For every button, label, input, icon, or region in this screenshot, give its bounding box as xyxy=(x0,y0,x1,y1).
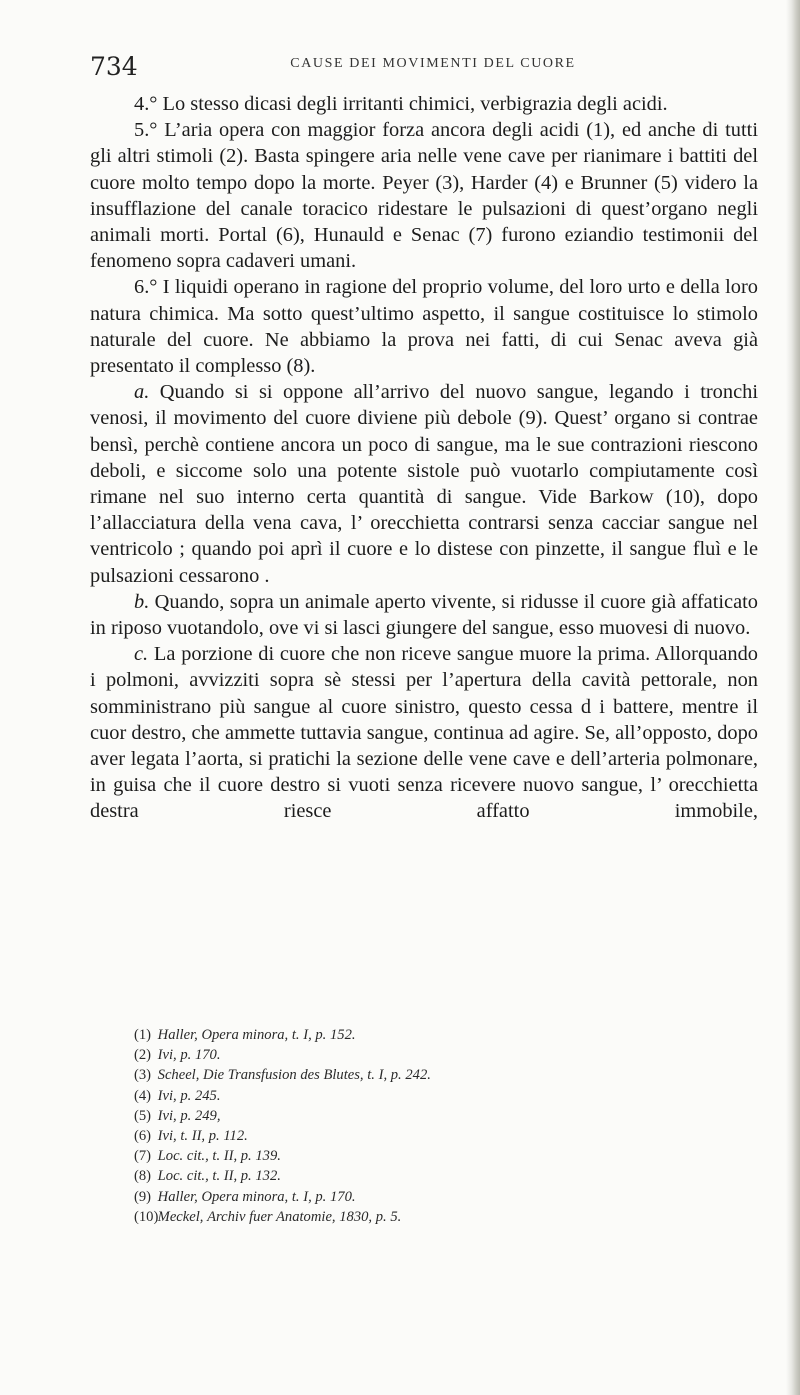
footnote-3 xyxy=(134,1065,754,1085)
footnote-location: t. I, p. 170. xyxy=(291,1188,356,1205)
paragraph-c xyxy=(90,641,758,824)
footnote-9 xyxy=(134,1187,754,1207)
page-number: 734 xyxy=(90,52,138,81)
footnote-number: (3) xyxy=(134,1067,152,1084)
footnote-work: Archiv fuer Anatomie, xyxy=(207,1208,336,1225)
footnotes xyxy=(134,1025,754,1227)
footnote-5 xyxy=(134,1106,754,1126)
paragraph-label: a. xyxy=(134,381,150,404)
paragraph-a xyxy=(90,379,758,589)
footnote-number: (9) xyxy=(134,1188,152,1205)
footnote-number: (5) xyxy=(134,1107,152,1124)
footnote-number: (4) xyxy=(134,1087,152,1104)
footnote-number: (6) xyxy=(134,1128,152,1145)
footnote-location: t. II, p. 132. xyxy=(212,1168,281,1185)
footnote-author: Ivi, xyxy=(157,1087,177,1104)
paragraph-4 xyxy=(90,91,758,117)
footnote-location: 1830, p. 5. xyxy=(339,1208,402,1225)
running-title: CAUSE DEI MOVIMENTI DEL CUORE xyxy=(290,56,576,71)
paragraph-text: 6.° I liquidi operano in ragione del proprio volume, del loro urto e della loro natura chimica. Ma sotto quest’ultimo aspetto, il sangue costituisce lo stimolo naturale del cuore. Ne abbiamo la prova nei fatti, di cui Senac aveva già presentato il complesso (8). xyxy=(90,276,758,378)
footnote-2 xyxy=(134,1045,754,1065)
paragraph-text: 5.° L’aria opera con maggior forza ancora degli acidi (1), ed anche di tutti gli altri stimoli (2). Basta spingere aria nelle vene cave per rianimare i battiti del cuore molto tempo dopo la morte. Peyer (3), Harder (4) e Brunner (5) videro la insufflazione del canale toracico ridestare le pulsazioni di quest’organo negli animali morti. Portal (6), Hunauld e Senac (7) furono eziandio testimonii del fenomeno sopra cadaveri umani. xyxy=(90,119,758,273)
footnote-number: (2) xyxy=(134,1047,152,1064)
footnote-author: Meckel, xyxy=(157,1208,204,1225)
footnote-location: p. 170. xyxy=(180,1047,221,1064)
footnote-location: p. 249, xyxy=(180,1107,221,1124)
footnote-location: t. II, p. 139. xyxy=(212,1148,281,1165)
footnote-work: Opera minora, xyxy=(201,1027,289,1043)
footnote-1 xyxy=(134,1025,754,1045)
footnote-number: (1) xyxy=(134,1027,152,1043)
footnote-number: (10) xyxy=(134,1208,159,1225)
footnote-8 xyxy=(134,1166,754,1186)
page-edge-shadow xyxy=(786,0,800,1395)
footnote-4 xyxy=(134,1086,754,1106)
paragraph-text: Quando si si oppone all’arrivo del nuovo sangue, legando i tronchi venosi, il movimento del cuore diviene più debole (9). Quest’ organo si contrae bensì, perchè contiene ancora un poco di sangue, ma le sue contrazioni riescono deboli, e siccome solo una potente sistole può vuotarlo compiutamente così rimane nel suo interno certa quantità di sangue. Vide Barkow (10), dopo l’allacciatura della vena cava, l’ orecchietta contrarsi senza cacciar sangue nel ventricolo ; quando poi aprì il cuore e lo distese con pinzette, il sangue fluì e le pulsazioni cessarono . xyxy=(90,381,758,587)
footnote-author: Haller, xyxy=(157,1027,198,1043)
paragraph-text: 4.° Lo stesso dicasi degli irritanti chimici, verbigrazia degli acidi. xyxy=(134,93,668,115)
footnote-author: Haller, xyxy=(157,1188,198,1205)
page-header xyxy=(88,50,778,84)
paragraph-text: Quando, sopra un animale aperto vivente, si ridusse il cuore già affaticato in riposo vuotandolo, ove vi si lasci giungere del sangue, esso muovesi di nuovo. xyxy=(90,590,758,640)
footnote-author: Ivi, xyxy=(157,1047,177,1064)
footnote-7 xyxy=(134,1146,754,1166)
footnote-work: Opera minora, xyxy=(201,1188,289,1205)
footnote-author: Scheel, xyxy=(157,1067,200,1084)
footnote-author: Loc. cit., xyxy=(157,1148,209,1165)
body-text xyxy=(90,91,758,825)
paragraph-5 xyxy=(90,117,758,274)
paragraph-6 xyxy=(90,274,758,379)
footnote-number: (8) xyxy=(134,1168,152,1185)
footnote-work: Die Transfusion des Blutes, xyxy=(203,1067,364,1084)
footnote-number: (7) xyxy=(134,1148,152,1165)
paragraph-label: c. xyxy=(134,643,149,666)
footnote-location: p. 245. xyxy=(180,1087,221,1104)
footnote-10 xyxy=(134,1207,754,1227)
paragraph-b xyxy=(90,589,758,641)
footnote-6 xyxy=(134,1126,754,1146)
paragraph-text: La porzione di cuore che non riceve sangue muore la prima. Allorquando i polmoni, avvizziti sopra sè stessi per l’apertura della cavità pettorale, non somministrano più sangue al cuore sinistro, questo cessa d i battere, mentre il cuor destro, che ammette tuttavia sangue, continua ad agire. Se, all’opposto, dopo aver legata l’aorta, si pratichi la sezione delle vene cave e dell’arteria polmonare, in guisa che il cuore destro si vuoti senza ricevere nuovo sangue, l’ orecchietta destra riesce affatto immobile, xyxy=(90,643,758,823)
footnote-author: Loc. cit., xyxy=(157,1168,209,1185)
footnote-location: t. II, p. 112. xyxy=(180,1128,248,1145)
footnote-author: Ivi, xyxy=(157,1128,177,1145)
footnote-location: t. I, p. 242. xyxy=(367,1067,431,1084)
footnote-author: Ivi, xyxy=(157,1107,177,1124)
footnote-location: t. I, p. 152. xyxy=(291,1027,356,1043)
paragraph-label: b. xyxy=(134,590,150,613)
